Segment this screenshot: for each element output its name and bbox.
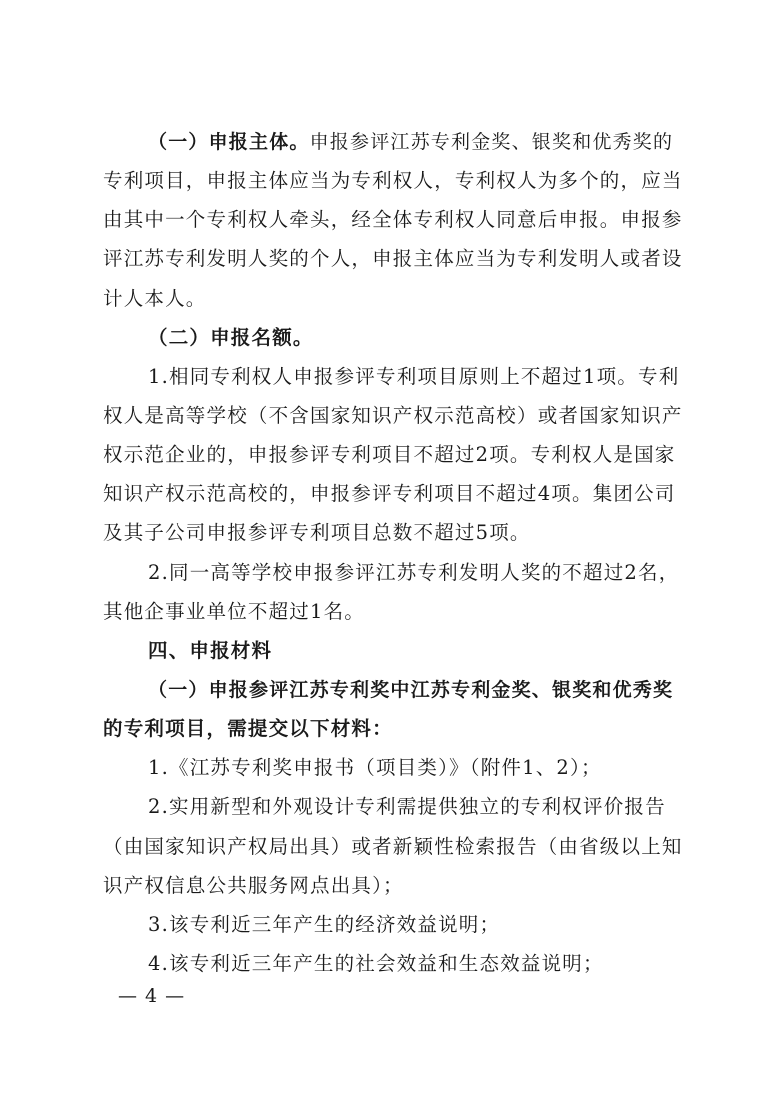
paragraph-line: 权示范企业的，申报参评专利项目不超过2项。专利权人是国家 (103, 443, 676, 466)
paragraph-line: 专利项目，申报主体应当为专利权人，专利权人为多个的，应当 (103, 169, 683, 192)
paragraph-line: 评江苏专利发明人奖的个人，申报主体应当为专利发明人或者设 (103, 247, 683, 270)
subheading-quota: （二）申报名额。 (148, 326, 314, 349)
paragraph-line: 权人是高等学校（不含国家知识产权示范高校）或者国家知识产 (103, 404, 683, 427)
paragraph-line: 识产权信息公共服务网点出具）； (103, 874, 404, 897)
paragraph-line: 1.相同专利权人申报参评专利项目原则上不超过1项。专利 (148, 365, 680, 388)
list-item: 4.该专利近三年产生的社会效益和生态效益说明； (148, 952, 604, 975)
paragraph-line: 其他企事业单位不超过1名。 (103, 600, 366, 623)
section-heading: 四、申报材料 (148, 639, 273, 662)
paragraph-line: 由其中一个专利权人牵头，经全体专利权人同意后申报。申报参 (103, 208, 683, 231)
subheading-declaration-subject: （一）申报主体。 (148, 131, 310, 153)
list-item: 1.《江苏专利奖申报书（项目类）》（附件1、2）； (148, 756, 602, 779)
list-item: 2.实用新型和外观设计专利需提供独立的专利权评价报告 (148, 795, 666, 818)
paragraph-line: 知识产权示范高校的，申报参评专利项目不超过4项。集团公司 (103, 482, 676, 505)
paragraph-line: 计人本人。 (103, 287, 207, 310)
paragraph-text: 申报参评江苏专利金奖、银奖和优秀奖的 (309, 131, 674, 153)
subheading-materials-cont: 的专利项目，需提交以下材料： (103, 717, 393, 740)
paragraph-line: 及其子公司申报参评专利项目总数不超过5项。 (103, 521, 531, 544)
subheading-materials: （一）申报参评江苏专利奖中江苏专利金奖、银奖和优秀奖 (148, 679, 674, 701)
paragraph-line: （由国家知识产权局出具）或者新颖性检索报告（由省级以上知 (103, 835, 683, 858)
paragraph-line: 2.同一高等学校申报参评江苏专利发明人奖的不超过2名， (148, 561, 680, 584)
page-number: — 4 — (118, 985, 186, 1007)
list-item: 3.该专利近三年产生的经济效益说明； (148, 913, 501, 936)
paragraph-line (148, 128, 683, 156)
